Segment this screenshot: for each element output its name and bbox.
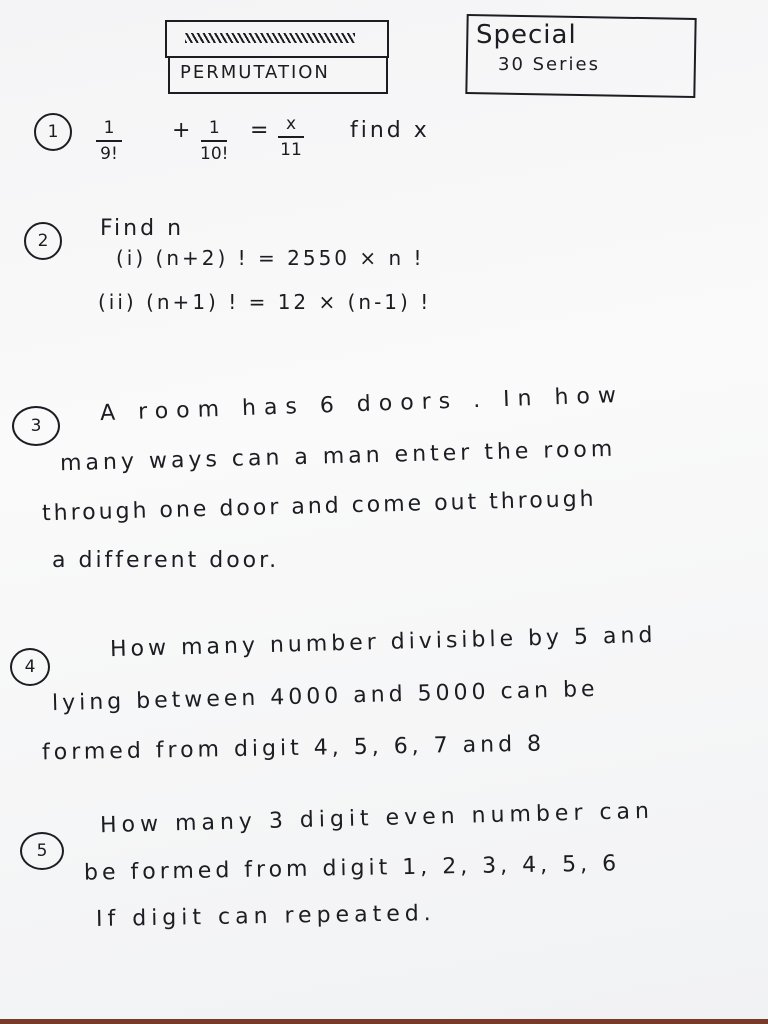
q5-line-1: How many 3 digit even number can bbox=[99, 798, 655, 839]
fraction-1: 1 9! bbox=[96, 118, 122, 164]
series-line2: 30 Series bbox=[498, 54, 600, 75]
q3-line-1: A room has 6 doors . In how bbox=[99, 382, 625, 427]
q5-line-3: If digit can repeated. bbox=[95, 901, 436, 932]
crossed-out-word bbox=[185, 33, 355, 43]
question-number-5: 5 bbox=[20, 832, 64, 870]
fraction-2: 1 10! bbox=[200, 118, 229, 164]
q3-line-4: a different door. bbox=[52, 548, 280, 573]
equals-sign: = bbox=[250, 118, 272, 143]
question-number-2: 2 bbox=[24, 222, 62, 260]
q2-part-1: (i) (n+2) ! = 2550 × n ! bbox=[116, 246, 425, 270]
q3-line-3: through one door and come out through bbox=[41, 486, 597, 527]
plus-sign: + bbox=[172, 118, 194, 143]
q1-instruction: find x bbox=[350, 118, 430, 143]
q4-line-1: How many number divisible by 5 and bbox=[109, 622, 657, 663]
series-line1: Special bbox=[476, 20, 577, 50]
q2-instruction: Find n bbox=[100, 216, 185, 241]
fraction-3: x 11 bbox=[278, 114, 304, 160]
question-number-4: 4 bbox=[10, 648, 50, 686]
q3-line-2: many ways can a man enter the room bbox=[59, 436, 617, 477]
q5-line-2: be formed from digit 1, 2, 3, 4, 5, 6 bbox=[83, 851, 621, 886]
q2-part-2: (ii) (n+1) ! = 12 × (n-1) ! bbox=[98, 290, 432, 314]
question-number-1: 1 bbox=[34, 113, 72, 151]
question-number-3: 3 bbox=[12, 406, 60, 446]
q4-line-3: formed from digit 4, 5, 6, 7 and 8 bbox=[41, 731, 546, 766]
q4-line-2: lying between 4000 and 5000 can be bbox=[51, 676, 599, 717]
page-title: PERMUTATION bbox=[180, 62, 330, 83]
desk-edge bbox=[0, 1019, 768, 1024]
